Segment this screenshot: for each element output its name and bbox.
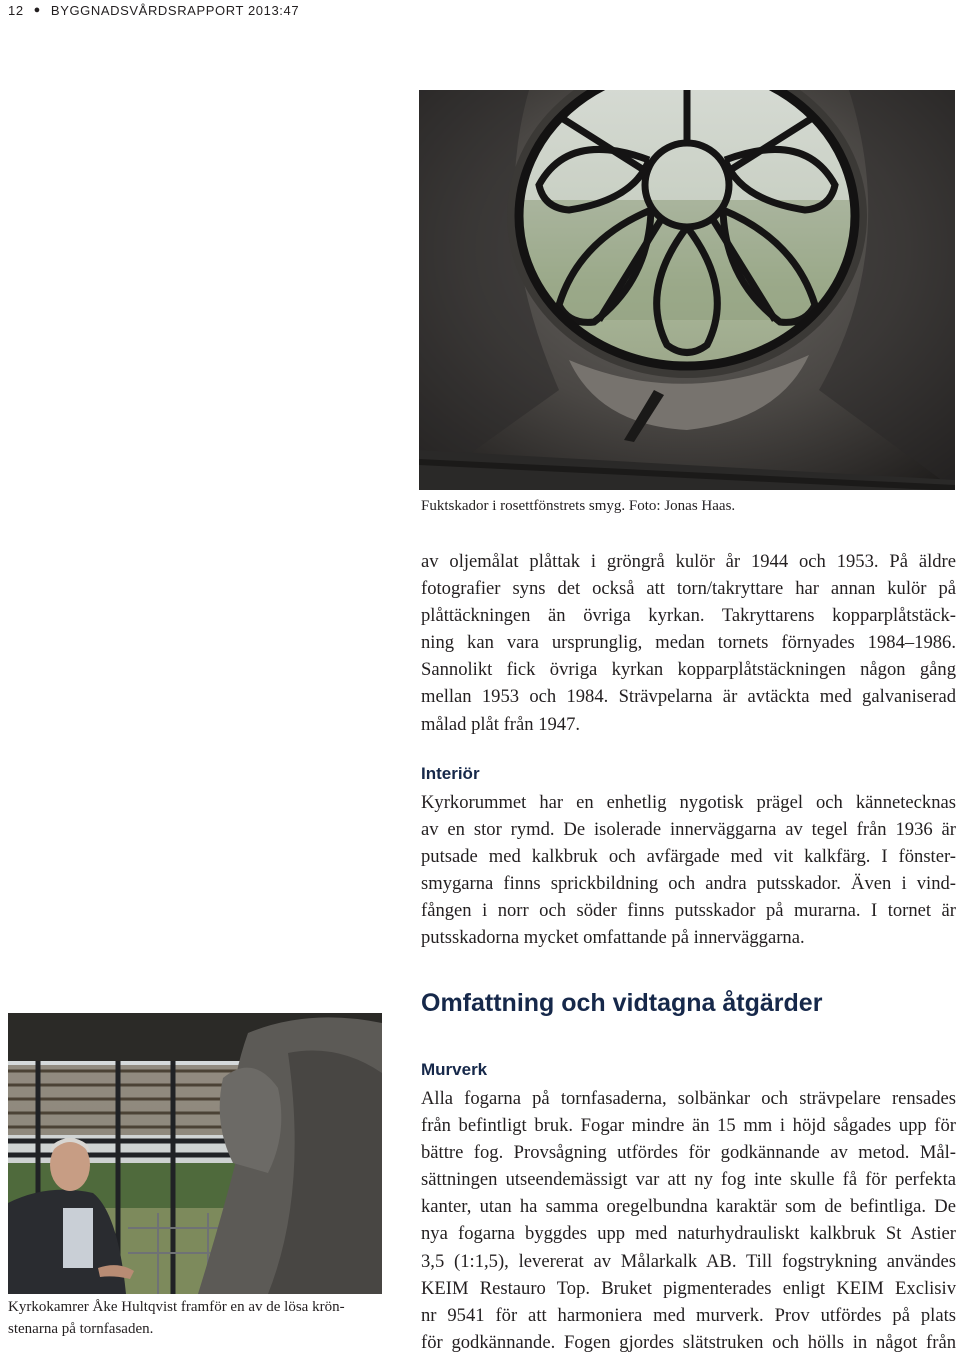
text-line: putsskadorna mycket omfattande på innerväggarna. bbox=[421, 927, 805, 949]
rose-window-illustration bbox=[419, 90, 955, 490]
text-line: KEIM Restauro Top. Bruket pigmenterades enligt KEIM Exclisiv bbox=[421, 1277, 956, 1299]
bottom-photo-caption bbox=[8, 1296, 388, 1340]
interior-text bbox=[421, 789, 956, 952]
text-line: målad plåt från 1947. bbox=[421, 713, 581, 735]
exterior-text bbox=[421, 548, 956, 738]
text-line: smygarna finns sprickbildning och andra putsskador. Även i vind- bbox=[421, 873, 956, 895]
text-line: bättre fog. Provsågning utfördes för godkännande av metod. Mål- bbox=[421, 1142, 956, 1164]
text-line: fången i norr och söder finns putsskador på murarna. I tornet är bbox=[421, 900, 956, 922]
scaffolding-photo bbox=[8, 1013, 382, 1294]
text-line: Kyrkorummet har en enhetlig nygotisk prägel och kännetecknas bbox=[421, 792, 956, 813]
text-line: mellan 1953 och 1984. Strävpelarna är avtäckta med galvaniserad bbox=[421, 686, 956, 708]
text-line: för godkännande. Fogen gjordes slätstruken och hölls in något från bbox=[421, 1331, 956, 1353]
masonry-text bbox=[421, 1085, 956, 1356]
running-header bbox=[8, 0, 299, 20]
caption-line: Kyrkokamrer Åke Hultqvist framför en av de lösa krön- bbox=[8, 1299, 345, 1315]
text-line: fotografier syns det också att torn/takryttare har annan kulör på bbox=[421, 578, 956, 600]
text-line: från befintligt bruk. Fogar mindre än 15 mm i höjd sågades upp för bbox=[421, 1115, 956, 1137]
scaffolding-illustration bbox=[8, 1013, 382, 1294]
text-line: Sannolikt fick övriga kyrkan kopparplåtstäckningen någon gång bbox=[421, 659, 956, 681]
page-number: 12 bbox=[8, 2, 24, 18]
text-line: putsade med kalkbruk och avfärgade med vit kalkfärg. I fönster- bbox=[421, 846, 956, 868]
text-line: Alla fogarna på tornfasaderna, solbänkar och strävpelare rensades bbox=[421, 1088, 956, 1109]
rose-window-photo bbox=[419, 90, 955, 490]
text-line: av oljemålat plåttak i gröngrå kulör år 1944 och 1953. På äldre bbox=[421, 551, 956, 572]
text-line: ning kan vara ursprunglig, medan tornets förnyades 1984–1986. bbox=[421, 632, 956, 654]
text-line: kanter, utan ha samma oregelbundna karaktär som de befintliga. De bbox=[421, 1196, 956, 1218]
publication-title: BYGGNADSVÅRDSRAPPORT 2013:47 bbox=[50, 2, 300, 18]
text-line: nya fogarna byggdes upp med naturhydrauliskt kalkbruk St Astier bbox=[421, 1223, 956, 1245]
text-line: sättningen utseendemässigt var att ny fog inte skulle få för perfekta bbox=[421, 1169, 956, 1191]
text-line: plåttäckningen än övriga kyrkan. Takryttarens kopparplåtstäck- bbox=[421, 605, 956, 627]
caption-line: stenarna på tornfasaden. bbox=[8, 1321, 154, 1337]
text-line: nr 9541 för att harmoniera med murverk. Prov utfördes på plats bbox=[421, 1304, 956, 1326]
text-line: av en stor rymd. De isolerade innerväggarna av tegel från 1936 är bbox=[421, 819, 956, 841]
top-photo-caption: Fuktskador i rosettfönstrets smyg. Foto: Jonas Haas. bbox=[421, 498, 736, 514]
text-line: 3,5 (1:1,5), levererat av Målarkalk AB. Till fogstrykning användes bbox=[421, 1250, 956, 1272]
bullet-separator: ● bbox=[33, 4, 41, 16]
interior-heading: Interiör bbox=[421, 764, 480, 783]
masonry-subheading: Murverk bbox=[421, 1060, 488, 1079]
section-heading: Omfattning och vidtagna åtgärder bbox=[421, 989, 823, 1017]
